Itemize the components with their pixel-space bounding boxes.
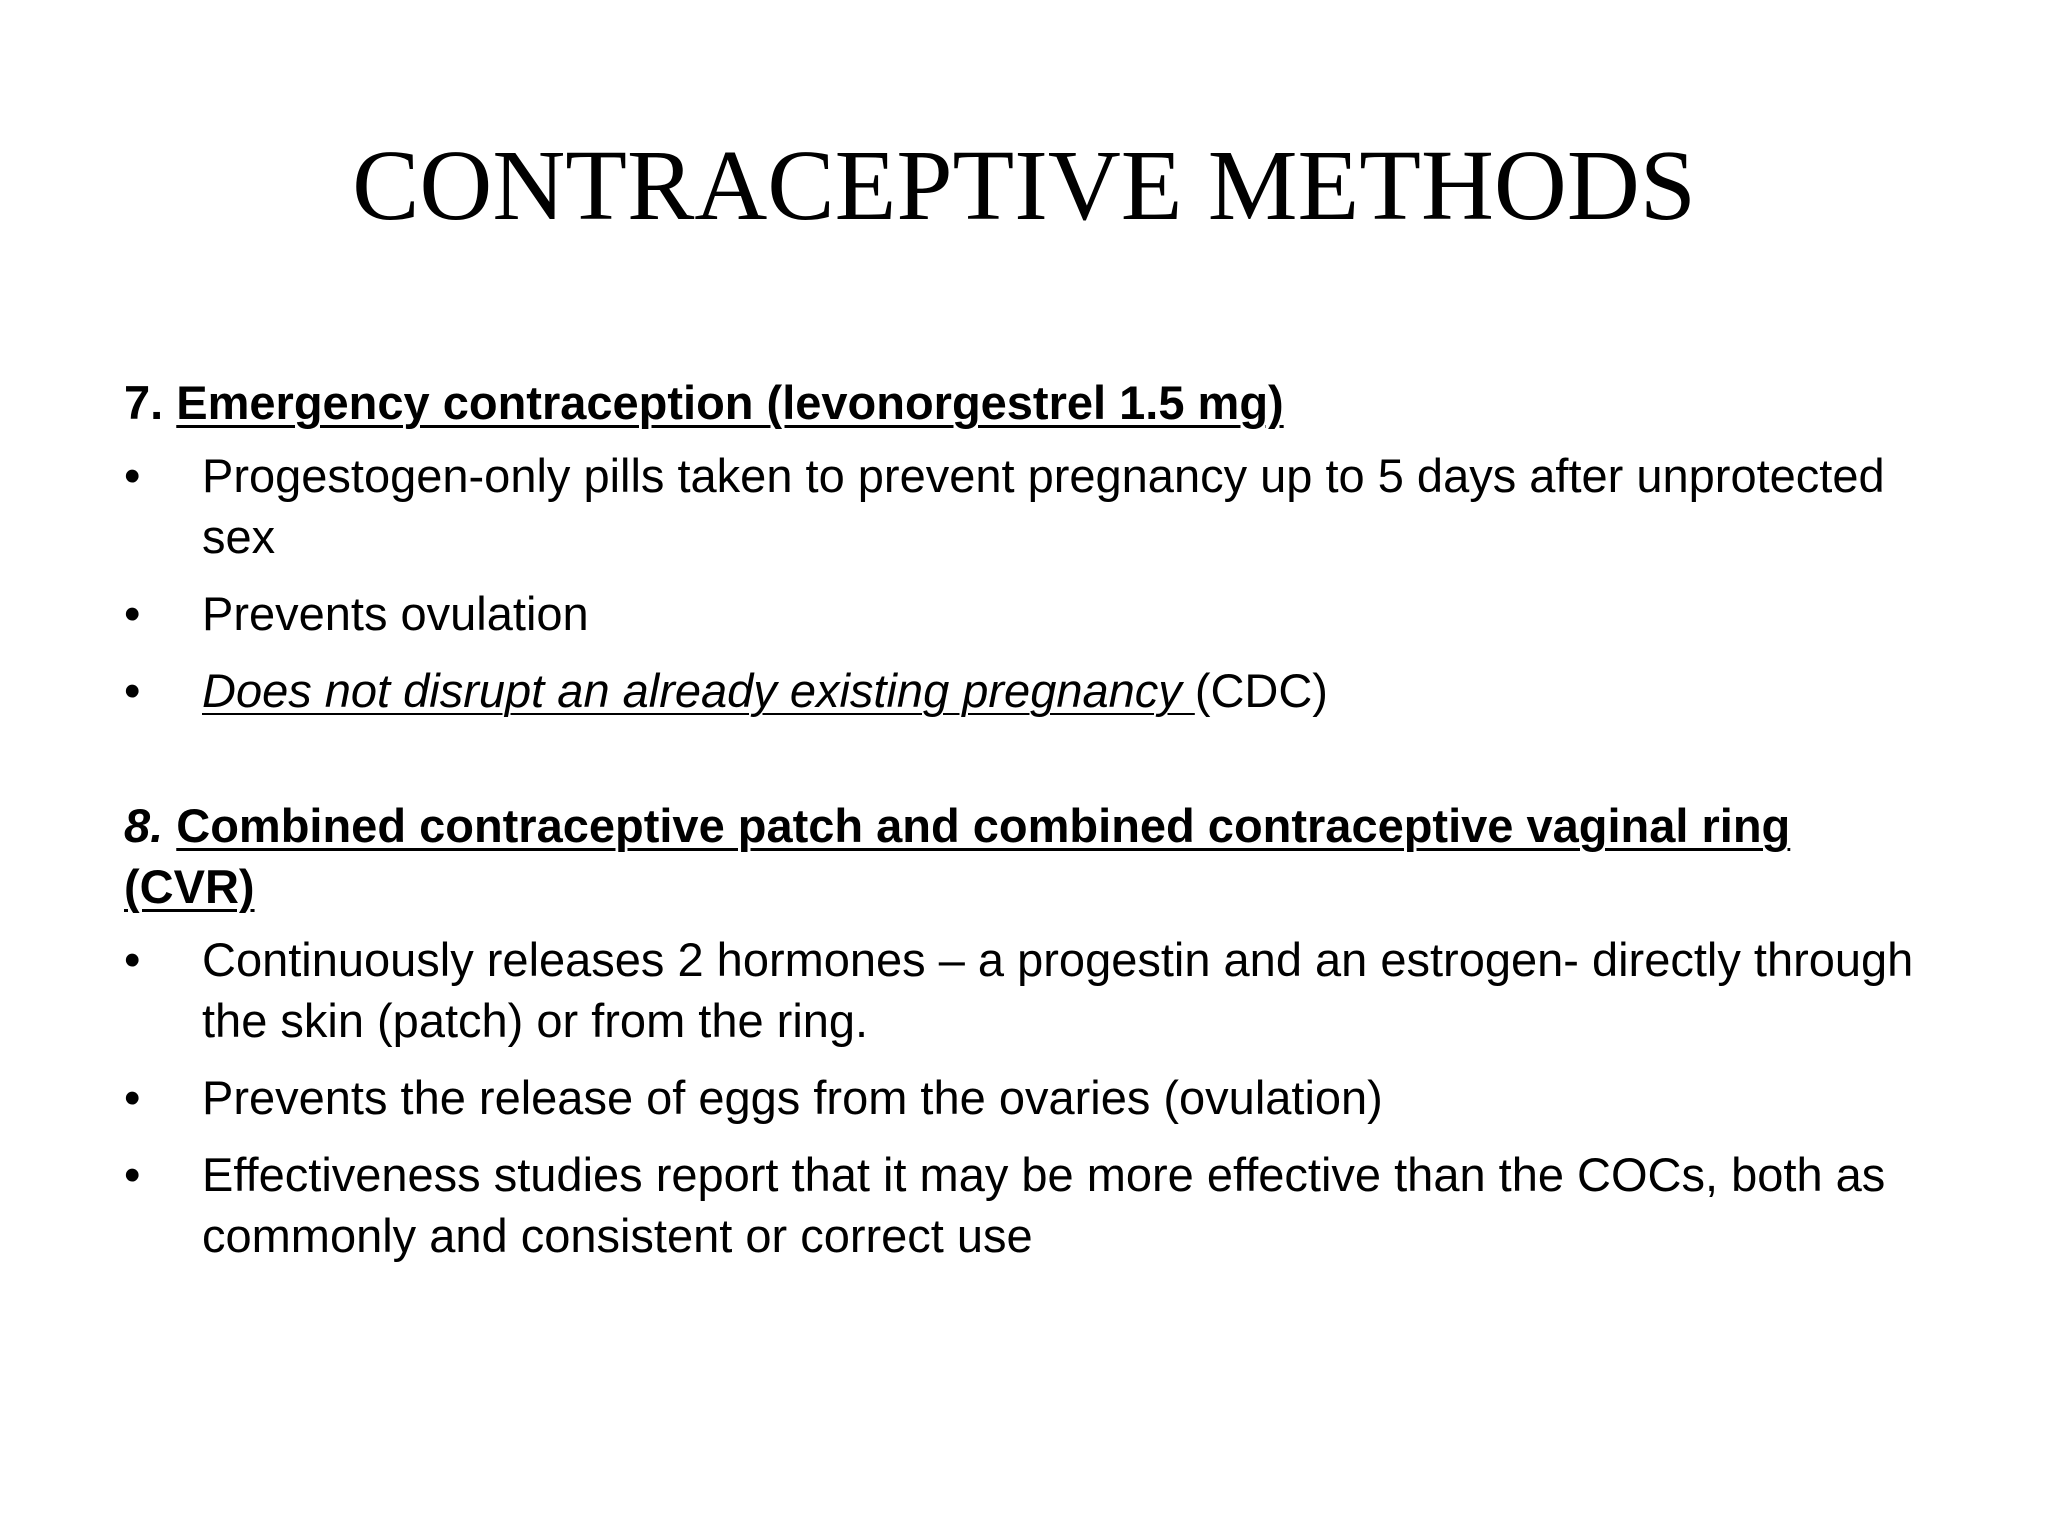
section-emergency-contraception (124, 372, 1924, 721)
bullet-text: Prevents the release of eggs from the ovaries (ovulation) (202, 1071, 1383, 1124)
section-number: 7. (124, 376, 164, 429)
bullet-dot: • (124, 1071, 141, 1124)
section-spacer (124, 737, 1924, 795)
bullet-dot: • (124, 1148, 141, 1201)
bullet-dot: • (124, 933, 141, 986)
bullet-item (124, 583, 1924, 644)
bullet-dot: • (124, 587, 141, 640)
section-title: Combined contraceptive patch and combined contraceptive vaginal ring (CVR) (124, 799, 1791, 913)
section-patch-and-ring (124, 795, 1924, 1266)
bullet-item (124, 660, 1924, 721)
bullet-emphasis-text: Does not disrupt an already existing pregnancy (202, 664, 1195, 717)
bullet-list (124, 929, 1924, 1266)
bullet-dot: • (124, 664, 141, 717)
slide-title: CONTRACEPTIVE METHODS (352, 129, 1696, 241)
bullet-text: Progestogen-only pills taken to prevent pregnancy up to 5 days after unprotected sex (202, 449, 1885, 563)
section-heading (124, 795, 1924, 917)
slide-content (124, 372, 1924, 1282)
bullet-text: Prevents ovulation (202, 587, 589, 640)
bullet-item (124, 929, 1924, 1051)
bullet-text: Continuously releases 2 hormones – a progestin and an estrogen- directly through the skin (patch) or from the ring. (202, 933, 1914, 1047)
section-heading (124, 372, 1924, 433)
section-number: 8. (124, 799, 164, 852)
bullet-source-citation: (CDC) (1194, 664, 1328, 717)
bullet-list (124, 445, 1924, 721)
bullet-dot: • (124, 449, 141, 502)
section-title: Emergency contraception (levonorgestrel 1.5 mg) (176, 376, 1284, 429)
bullet-item (124, 1067, 1924, 1128)
bullet-item (124, 445, 1924, 567)
bullet-text: Effectiveness studies report that it may be more effective than the COCs, both as commonly and consistent or correct use (202, 1148, 1886, 1262)
bullet-item (124, 1144, 1924, 1266)
